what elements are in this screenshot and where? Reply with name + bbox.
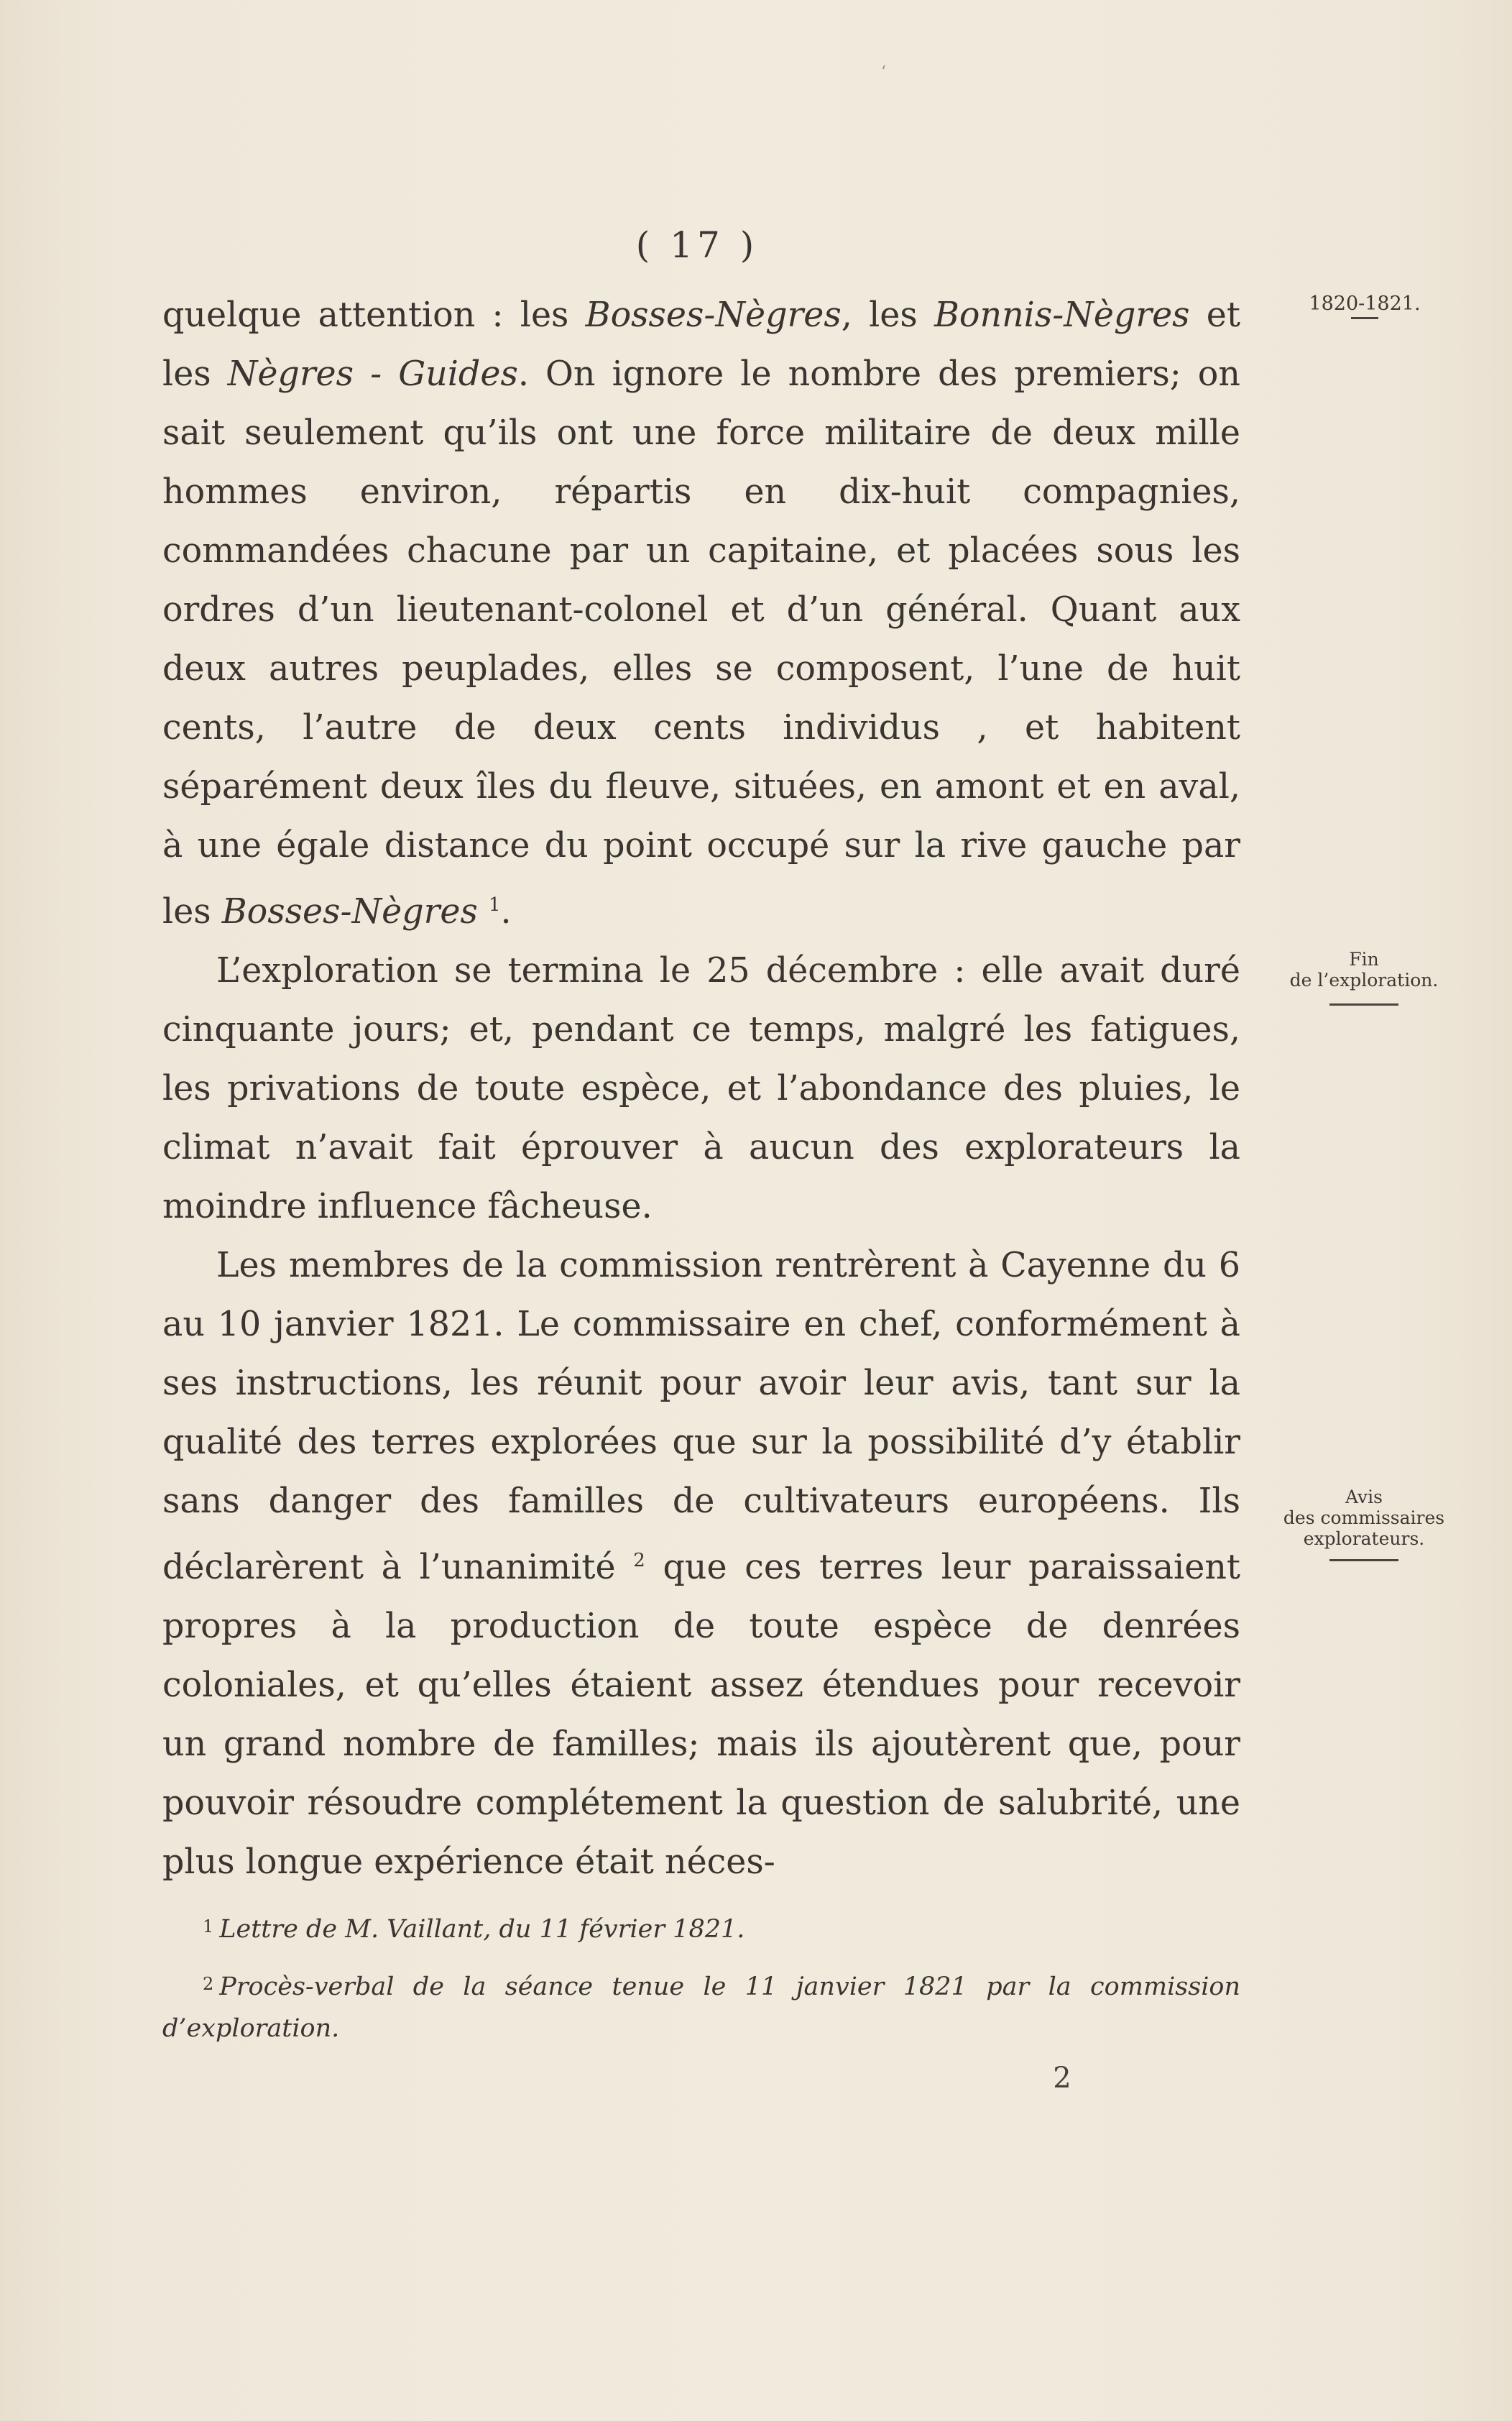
page-number: ( 17 ) bbox=[635, 224, 759, 266]
italic-term: Bosses-Nègres bbox=[221, 891, 478, 932]
paragraph-3 bbox=[162, 1236, 1240, 1892]
margin-note-line: Fin bbox=[1349, 949, 1379, 970]
footnotes bbox=[162, 1908, 1240, 2065]
footnote-1 bbox=[162, 1908, 1240, 1950]
text-run: . bbox=[500, 891, 512, 932]
text-run: et les bbox=[162, 295, 1240, 394]
margin-note-line: Avis bbox=[1345, 1487, 1383, 1507]
stray-ink-mark: ʻ bbox=[881, 63, 886, 81]
text-run: Les membres de la commission rentrèrent à Cayenne du 6 au 10 janvier 1821. Le commissaire en chef, conformément à ses instructions, les réunit pour avoir leur avis, tant sur la qualité des terres explorées que sur la possibilité d’y établir sans danger des familles de cultivateurs européens. Ils déclarèrent à l’unanimité bbox=[162, 1245, 1240, 1587]
text-run bbox=[478, 892, 489, 932]
text-run: L’exploration se termina le 25 décembre : elle avait duré cinquante jours; et, pendant ce temps, malgré les fatigues, les privations de toute espèce, et l’abondance des pluies, le climat n’avait fait éprouver à aucun des explorateurs la moindre influence fâcheuse. bbox=[162, 950, 1240, 1226]
footnote-reference: 2 bbox=[633, 1549, 645, 1571]
margin-note-dates-text: 1820-1821. bbox=[1309, 293, 1421, 315]
margin-note-dates bbox=[1257, 293, 1472, 319]
italic-term: Nègres - Guides bbox=[227, 354, 518, 394]
margin-note-line: de l’exploration. bbox=[1289, 970, 1439, 991]
margin-note-line: des commissaires bbox=[1283, 1507, 1445, 1528]
margin-note-line: explorateurs. bbox=[1303, 1528, 1425, 1549]
signature-mark: 2 bbox=[1053, 2062, 1071, 2095]
text-run: . On ignore le nombre des premiers; on sait seulement qu’ils ont une force militaire de deux mille hommes environ, répartis en dix-huit compagnies, commandées chacune par un capitaine, et placées sous les ordres d’un lieutenant-colonel et d’un général. Quant aux deux autres peuplades, elles se composent, l’une de huit cents, l’autre de deux cents individus , et habitent séparément deux îles du fleuve, situées, en amont et en aval, à une égale distance du point occupé sur la rive gauche par les bbox=[162, 354, 1240, 932]
footnote-mark: 1 bbox=[203, 1916, 214, 1937]
text-run: que ces terres leur paraissaient propres à la production de toute espèce de denrées coloniales, et qu’elles étaient assez étendues pour recevoir un grand nombre de familles; mais ils ajoutèrent que, pour pouvoir résoudre complétement la question de salubrité, une plus longue expérience était néces- bbox=[162, 1547, 1241, 1882]
italic-term: Bosses-Nègres bbox=[585, 295, 842, 335]
footnote-2 bbox=[162, 1966, 1240, 2049]
body-text bbox=[162, 286, 1240, 1892]
paragraph-1 bbox=[162, 286, 1240, 942]
footnote-text: Lettre de M. Vaillant, du 11 février 1821. bbox=[219, 1915, 745, 1944]
margin-note-rule bbox=[1351, 317, 1378, 319]
footnote-reference: 1 bbox=[488, 894, 501, 916]
margin-note-rule bbox=[1329, 1559, 1398, 1561]
margin-note-end-of-exploration bbox=[1256, 949, 1472, 1006]
margin-note-rule bbox=[1329, 1003, 1398, 1006]
paragraph-2 bbox=[162, 942, 1240, 1236]
margin-note-commissioners-opinion bbox=[1256, 1487, 1472, 1561]
text-run: quelque attention : les bbox=[162, 295, 586, 335]
text-run: , les bbox=[841, 295, 934, 335]
footnote-mark: 2 bbox=[203, 1974, 214, 1994]
italic-term: Bonnis-Nègres bbox=[934, 295, 1190, 335]
footnote-text: Procès-verbal de la séance tenue le 11 janvier 1821 par la commission d’exploration. bbox=[162, 1972, 1240, 2043]
